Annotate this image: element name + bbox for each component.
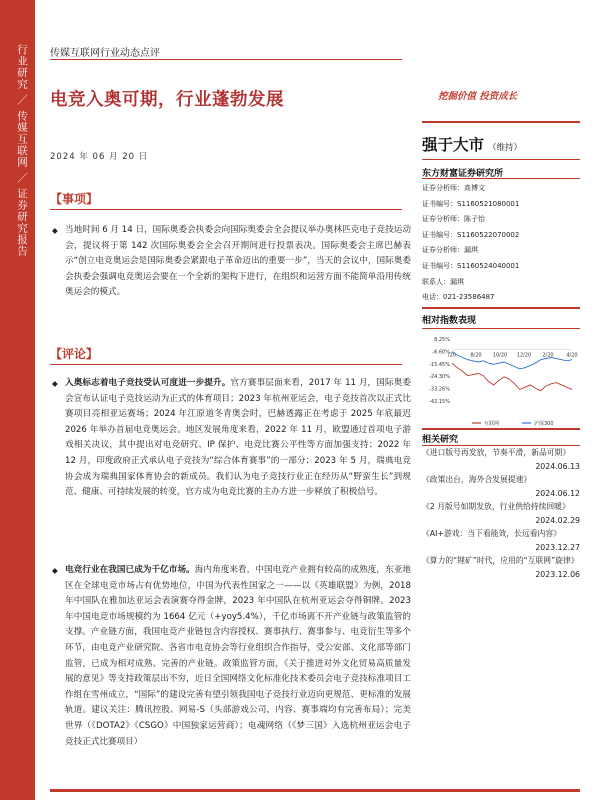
review-section-rule: [50, 364, 402, 365]
bullet-icon: ◆: [52, 566, 58, 575]
series-line-0: [452, 363, 572, 391]
analyst-line: 证券分析师：高博文: [422, 184, 485, 192]
sidebar-label: 行业研究 ／ 传媒互联网 ／ 证券研究报告: [16, 44, 28, 257]
related-item[interactable]: [422, 500, 580, 527]
y-tick-label: -24.30%: [429, 374, 450, 381]
related-item-title[interactable]: 《政策出台，海外合发展提速》: [422, 475, 532, 484]
rating-note: （维持）: [488, 143, 523, 153]
related-item-date: 2024.02.29: [535, 515, 580, 525]
y-tick-label: 8.25%: [434, 337, 450, 343]
analyst-line: 证券分析师：漏琪: [422, 246, 478, 255]
related-item-date: 2024.06.13: [535, 461, 580, 471]
rating-top-rule: [422, 121, 580, 123]
chart-title: 相对指数表现: [422, 316, 477, 326]
related-item-title[interactable]: 《算力的“锂矿”时代，应用的“互联网”旋律》: [422, 556, 579, 565]
analyst-list: [422, 181, 519, 306]
analyst-line: 证券分析师：陈子怡: [422, 215, 485, 224]
related-research-list: [422, 446, 580, 581]
review-paragraph-1: [52, 376, 411, 501]
analyst-line: 联系人：漏琪: [422, 277, 464, 286]
related-item-date: 2023.12.27: [535, 542, 580, 552]
review-p2-text: 海内角度来看，中国电竞产业拥有较高的成熟度，东亚地区在全球电竞市场占有优势地位，中国为代表性国家之一——以《英雄联盟》为例，2018 年中国队在雅加达亚运会表演赛夺得金牌，2023 年中国队在杭州亚运会夺得铜牌。2023 年中国电竞市场规模约为 1664 亿元（+yoy5.4%），千亿市场离不开产业链与政策监管的支撑。产业链方面，我国电竞产业链包含内容授权、赛事执行、赛事参与、电竞衍生等多个环节，由电竞产业研究院、各省市电竞协会等行业组织合作指导，受公安部、文化部等部门监管，已成为相对成熟、完善的产业链。政策监管方面，《关于推进对外文化贸易高质量发展的意见》等支持政策层出不穷，近日全国网络文化标准化技术委员会电子竞技标准项目工作组在雪州成立，“国际”的建设完善有望引领我国电子竞技行业迈向更规范、更标准的发展轨道。建议关注：腾讯控股、网易-S（头部游戏公司，内容、赛事端均有完善布局）；完美世界（《DOTA2》《CSGO》中国独家运营商）；电魂网络（《梦三国》入选杭州亚运会电子竞技正式比赛项目）: [65, 565, 411, 747]
review-p1-lead: 入奥标志着电子竞技受认可度进一步提升。: [65, 378, 231, 388]
event-text: 当地时间 6 月 14 日，国际奥委会执委会向国际奥委会全会提议举办奥林匹克电子竞技运动会，提议将于第 142 次国际奥委会全会召开期间进行投票表决。国际奥委会主席巴赫表示“创立电竞奥运会是国际奥委会紧跟电子革命迈出的重要一步”，当天的会议中，国际奥委会执委会强调电竞奥运会要在一个全新的架构下进行，在组织和运营方面不能简单沿用传统奥运会的模式。: [65, 225, 411, 298]
analyst-line: 证书编号：S1160524040001: [422, 261, 520, 270]
chart-top-rule: [422, 307, 580, 309]
review-p2-lead: 电竞行业在我国已成为千亿市场。: [65, 565, 195, 575]
report-date: 2024 年 06 月 20 日: [50, 152, 149, 162]
x-tick-label: 12/20: [516, 352, 532, 359]
y-tick-label: -6.60%: [432, 349, 450, 356]
analyst-line: 证书编号：S1160522070002: [422, 230, 520, 239]
event-section-rule: [50, 209, 402, 210]
chart-title-rule: [422, 328, 580, 329]
document-type: 传媒互联网行业动态点评: [50, 48, 160, 59]
x-tick-label: 2/20: [542, 352, 554, 359]
related-item-date: 2024.06.12: [535, 488, 580, 498]
rating-label: 强于大市: [422, 136, 485, 154]
y-tick-label: -33.26%: [429, 386, 450, 393]
related-item-title[interactable]: 《AI+游戏：当下看能效，长远看内容》: [422, 529, 561, 538]
y-tick-label: -15.45%: [429, 361, 450, 368]
y-tick-label: -42.15%: [429, 399, 450, 405]
legend-label: 互联网: [484, 421, 500, 427]
related-top-rule: [422, 428, 580, 430]
x-tick-label: 4/20: [566, 352, 578, 359]
relative-index-chart: [422, 331, 580, 431]
header-divider: [50, 59, 402, 60]
rating: [422, 133, 522, 155]
legend-label: 沪深300: [534, 421, 554, 427]
rating-bottom-rule: [422, 159, 580, 160]
review-section-heading: 【评论】: [50, 347, 99, 361]
related-item[interactable]: [422, 554, 580, 581]
x-tick-label: 10/20: [492, 352, 508, 359]
analyst-line: 电话：021-23586487: [422, 293, 495, 302]
related-item-date: 2023.12.06: [535, 569, 580, 579]
related-item[interactable]: [422, 527, 580, 554]
related-item[interactable]: [422, 473, 580, 500]
institution-name: 东方财富证券研究所: [422, 169, 504, 179]
analyst-line: 证书编号：S1160521080001: [422, 199, 520, 208]
event-section-heading: 【事项】: [50, 192, 99, 206]
institution-rule: [422, 178, 580, 179]
review-paragraph-2: [52, 563, 411, 750]
related-heading: 相关研究: [422, 435, 459, 445]
related-item-title[interactable]: 《进口版号再发放，节奏平滑，新品可期》: [422, 448, 571, 457]
footer-rule: [50, 789, 580, 792]
x-tick-label: 8/20: [470, 352, 482, 359]
related-item-title[interactable]: 《2 月版号如期发放，行业供给持续回暖》: [422, 502, 570, 511]
slogan: 挖掘价值 投资成长: [438, 91, 518, 102]
bullet-icon: ◆: [52, 226, 58, 235]
page-title: 电竞入奥可期，行业蓬勃发展: [50, 90, 284, 110]
review-p1-text: 官方赛事层面来看，2017 年 11 月，国际奥委会宣布认证电子竞技运动为正式的体育项目；2023 年杭州亚运会，电子竞技首次以正式比赛项目亮相亚运赛场；2024 年江原道冬青奥会时，巴赫透露正在考虑于 2025 年底最迟 2026 年举办首届电竞奥运会。地区发展角度来看，2022 年 11 月，欧盟通过首项电子游戏相关决议，其中提出对电竞研究、IP 保护、电竞比赛公平性等方面加强支持；2022 年 12 月，印度政府正式承认电子竞技为“综合体育赛事”的一部分；2023 年 5 月，瑞典电竞协会成为瑞典国家体育协会的新成员。我们认为电子竞技行业正在经历从“野蛮生长”到规范、健康、可持续发展的转变，官方成为电竞比赛的主办方进一步释放了积极信号。: [65, 378, 411, 498]
x-tick-label: /20: [447, 352, 457, 359]
event-paragraph: [52, 223, 411, 301]
related-item[interactable]: [422, 446, 580, 473]
sidebar: [0, 0, 35, 800]
bullet-icon: ◆: [52, 379, 58, 388]
